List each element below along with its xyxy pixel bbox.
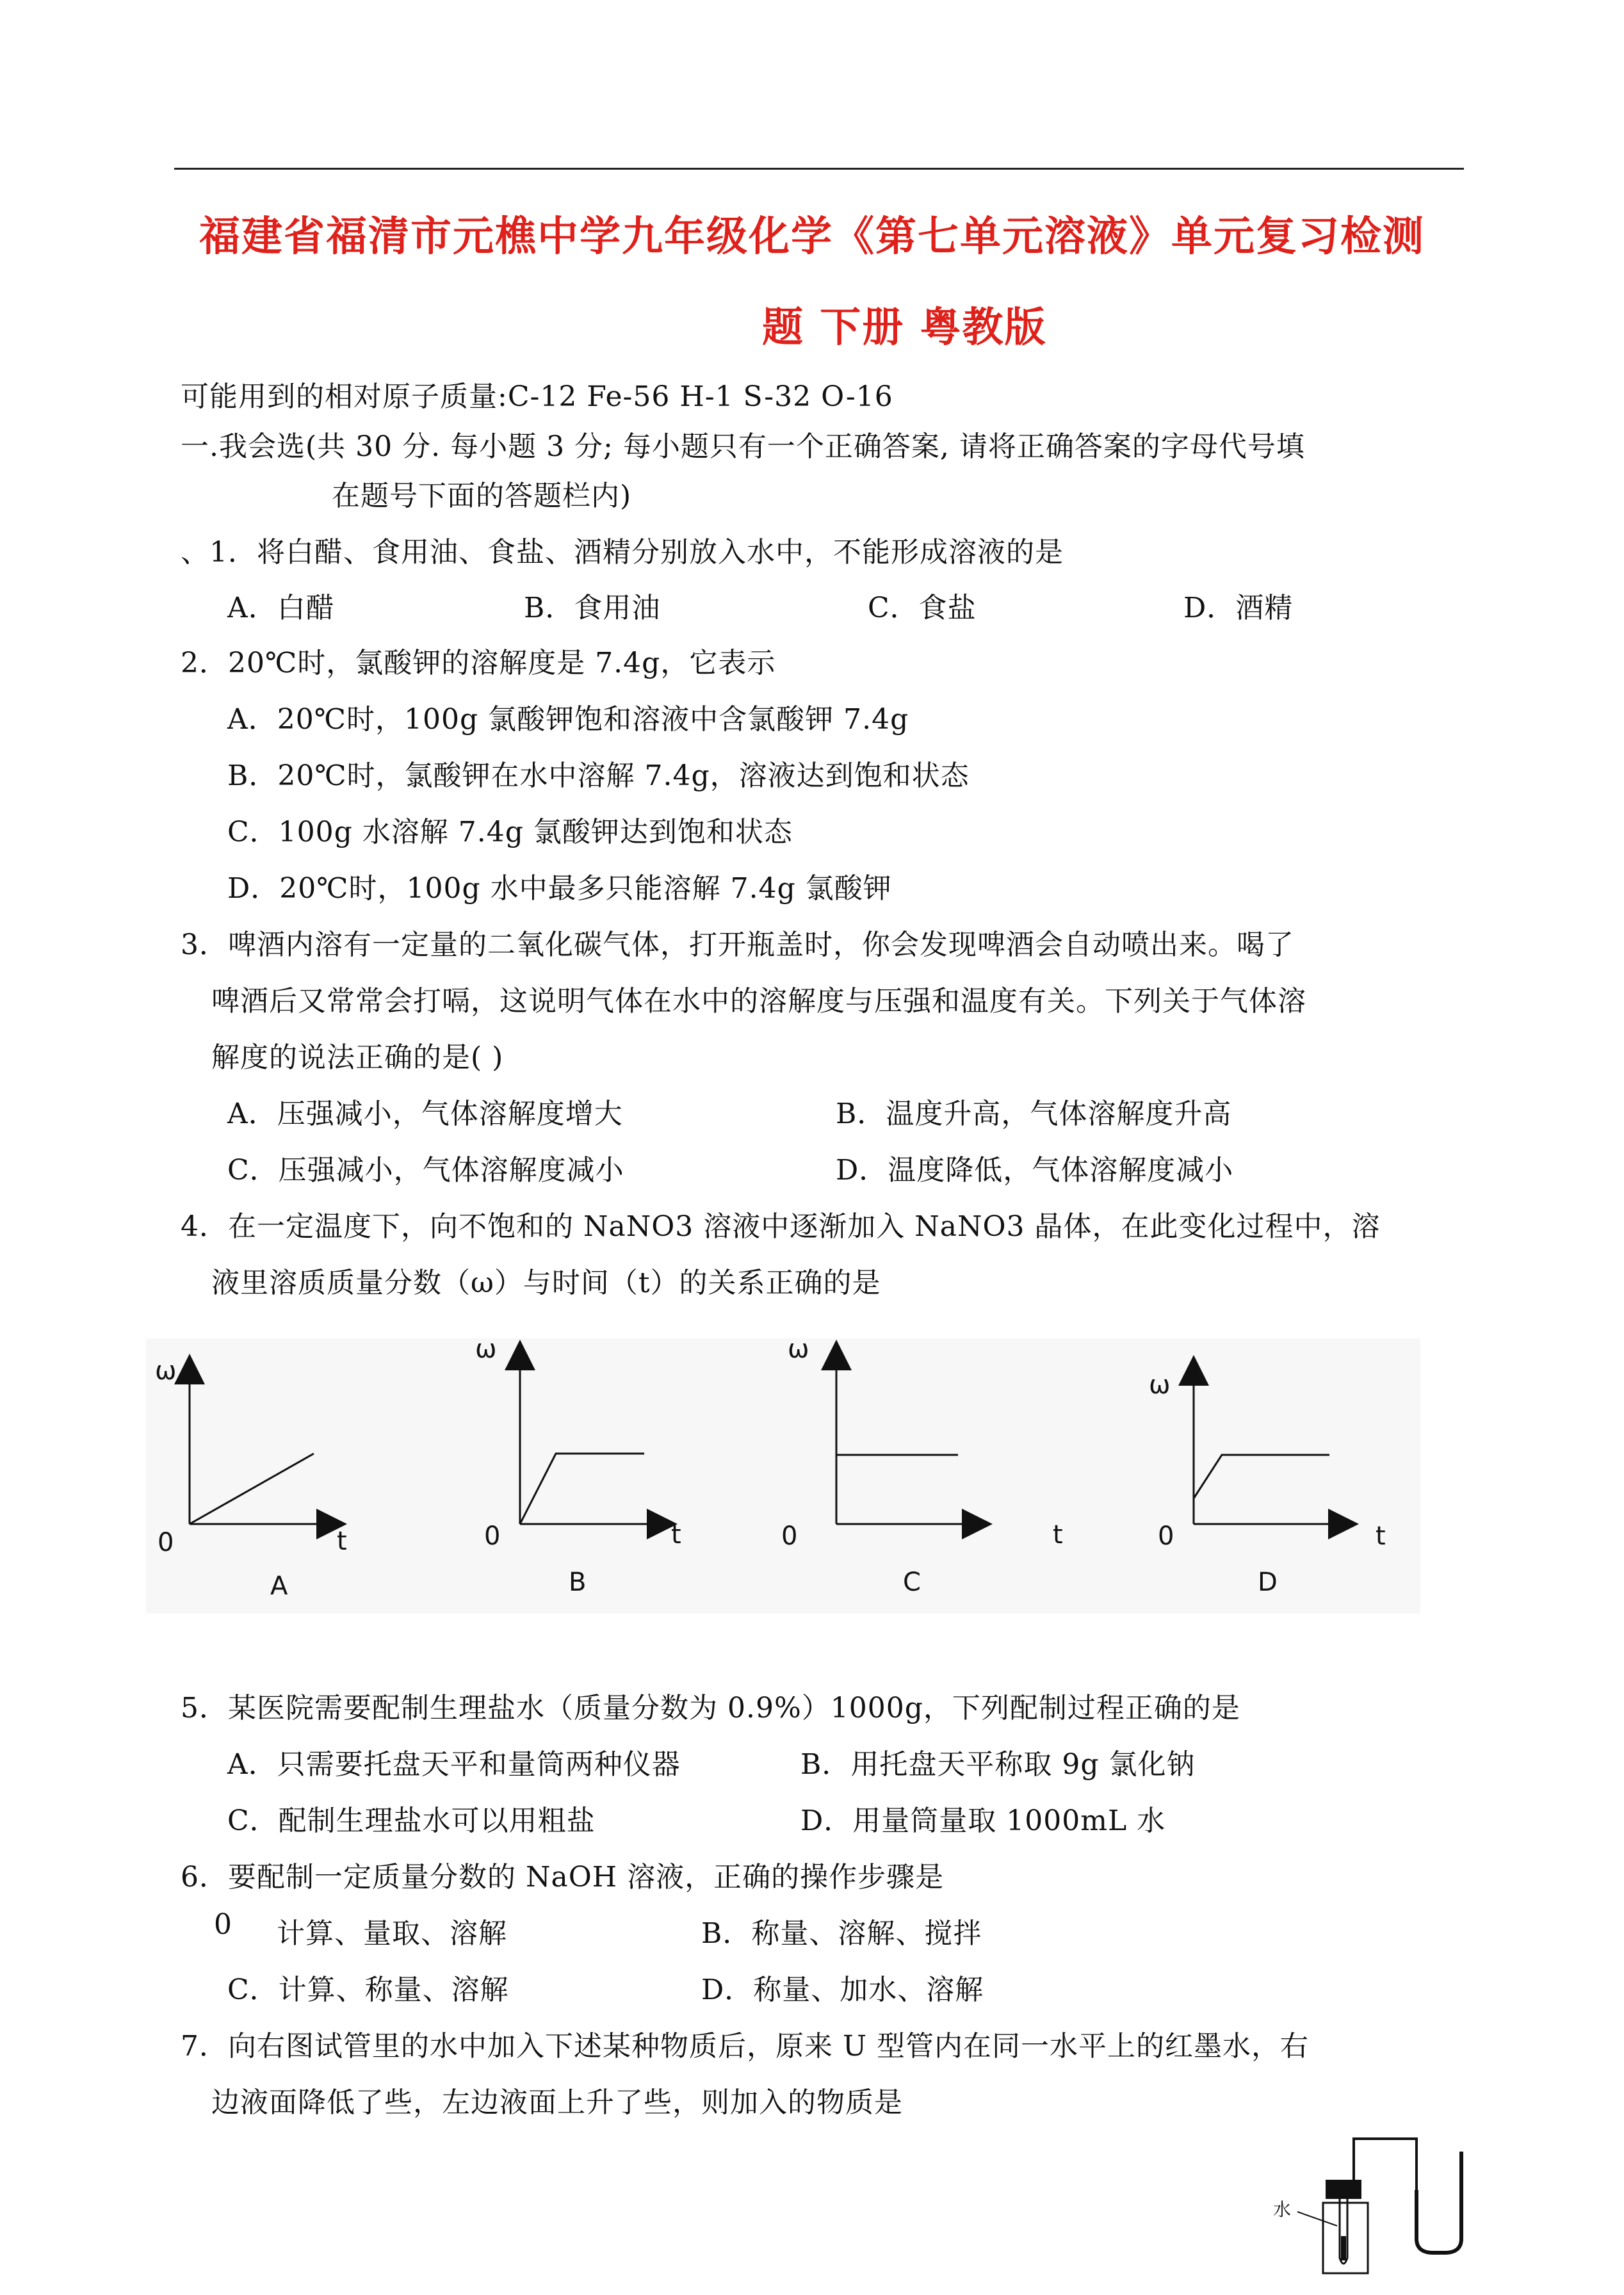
q3-option-c: C．压强减小，气体溶解度减小 [227, 1154, 624, 1187]
q2-stem: 2．20℃时，氯酸钾的溶解度是 7.4g，它表示 [181, 647, 776, 679]
graph-b-origin: 0 [484, 1521, 501, 1551]
q2-option-a: A．20℃时，100g 氯酸钾饱和溶液中含氯酸钾 7.4g [227, 703, 909, 736]
graph-c-ylabel: ω [788, 1338, 809, 1364]
q1-option-a: A．白醋 [227, 592, 335, 624]
q2-option-d: D．20℃时，100g 水中最多只能溶解 7.4g 氯酸钾 [227, 872, 892, 905]
graph-d-label: D [1258, 1568, 1278, 1597]
graph-a-curve [190, 1454, 314, 1524]
tube-liquid [1341, 2236, 1346, 2260]
top-rule [174, 168, 1464, 170]
stopper [1326, 2180, 1361, 2199]
graph-b-label: B [569, 1568, 587, 1597]
q3-option-a: A．压强减小，气体溶解度增大 [227, 1098, 623, 1130]
q5-stem: 5．某医院需要配制生理盐水（质量分数为 0.9%）1000g，下列配制过程正确的是 [181, 1692, 1240, 1724]
graph-a-origin: 0 [158, 1528, 174, 1557]
graph-d-curve [1194, 1455, 1329, 1498]
q1-stem: 、1．将白醋、食用油、食盐、酒精分别放入水中，不能形成溶液的是 [181, 536, 1064, 569]
q4-stem-1: 4．在一定温度下，向不饱和的 NaNO3 溶液中逐渐加入 NaNO3 晶体，在此变化过程中，溶 [181, 1210, 1381, 1243]
section-heading: 一.我会选(共 30 分. 每小题 3 分; 每小题只有一个正确答案, 请将正确答案的字母代号填 [181, 430, 1305, 463]
graph-a-xlabel: t [337, 1527, 347, 1556]
q7-stem-1: 7．向右图试管里的水中加入下述某种物质后，原来 U 型管内在同一水平上的红墨水，右 [181, 2030, 1310, 2063]
q1-option-c: C．食盐 [868, 592, 977, 624]
graph-d [1149, 1370, 1386, 1597]
q3-stem-1: 3．啤酒内溶有一定量的二氧化碳气体，打开瓶盖时，你会发现啤酒会自动喷出来。喝了 [181, 929, 1294, 961]
graph-b [475, 1338, 681, 1597]
q5-option-a: A．只需要托盘天平和量筒两种仪器 [227, 1748, 681, 1781]
graph-d-origin: 0 [1158, 1521, 1174, 1551]
page-title-line1: 福建省福清市元樵中学九年级化学《第七单元溶液》单元复习检测 [199, 213, 1425, 261]
graph-a-label: A [270, 1571, 288, 1601]
q6-stem: 6．要配制一定质量分数的 NaOH 溶液，正确的操作步骤是 [181, 1861, 945, 1894]
u-tube [1417, 2152, 1461, 2253]
q1-option-d: D．酒精 [1183, 592, 1294, 624]
q6-option-a-marker: 0 [214, 1908, 232, 1941]
q2-option-b: B．20℃时，氯酸钾在水中溶解 7.4g，溶液达到饱和状态 [227, 759, 970, 792]
graph-d-xlabel: t [1376, 1521, 1386, 1551]
water-label: 水 [1273, 2199, 1292, 2220]
graph-b-ylabel: ω [475, 1338, 497, 1364]
graph-a-ylabel: ω [155, 1356, 177, 1386]
graph-b-xlabel: t [671, 1520, 681, 1550]
q3-stem-2: 啤酒后又常常会打嗝，这说明气体在水中的溶解度与压强和温度有关。下列关于气体溶 [211, 985, 1306, 1018]
graph-c-origin: 0 [781, 1521, 798, 1551]
q4-graphs-panel [146, 1338, 1420, 1614]
q7-apparatus-figure [1273, 2113, 1478, 2280]
q3-option-d: D．温度降低，气体溶解度减小 [836, 1154, 1234, 1187]
q5-option-c: C．配制生理盐水可以用粗盐 [227, 1804, 596, 1837]
q5-option-b: B．用托盘天平称取 9g 氯化钠 [800, 1748, 1196, 1781]
q4-graphs [146, 1338, 1420, 1614]
graph-c [781, 1338, 1063, 1597]
q6-option-c: C．计算、称量、溶解 [227, 1974, 509, 2006]
q3-option-b: B．温度升高，气体溶解度升高 [836, 1098, 1232, 1130]
graph-d-ylabel: ω [1149, 1370, 1171, 1400]
q5-option-d: D．用量筒量取 1000mL 水 [800, 1804, 1166, 1837]
graph-c-label: C [903, 1568, 921, 1597]
q2-option-c: C．100g 水溶解 7.4g 氯酸钾达到饱和状态 [227, 816, 793, 848]
graph-a [155, 1356, 347, 1601]
page-title-line2: 题 下册 粤教版 [762, 304, 1047, 352]
section-heading-cont: 在题号下面的答题栏内) [332, 480, 632, 512]
q6-option-d: D．称量、加水、溶解 [701, 1974, 984, 2006]
q7-stem-2: 边液面降低了些，左边液面上升了些，则加入的物质是 [211, 2086, 903, 2119]
graph-b-curve [520, 1454, 644, 1524]
q3-stem-3: 解度的说法正确的是( ) [211, 1041, 504, 1074]
graph-c-xlabel: t [1053, 1520, 1063, 1550]
connecting-tube [1354, 2139, 1417, 2216]
q6-option-b: B．称量、溶解、搅拌 [701, 1917, 982, 1950]
q4-stem-2: 液里溶质质量分数（ω）与时间（t）的关系正确的是 [211, 1267, 881, 1299]
q1-option-b: B．食用油 [524, 592, 661, 624]
atomic-mass-line: 可能用到的相对原子质量:C-12 Fe-56 H-1 S-32 O-16 [181, 380, 893, 413]
q6-option-a: 计算、量取、溶解 [277, 1917, 507, 1950]
